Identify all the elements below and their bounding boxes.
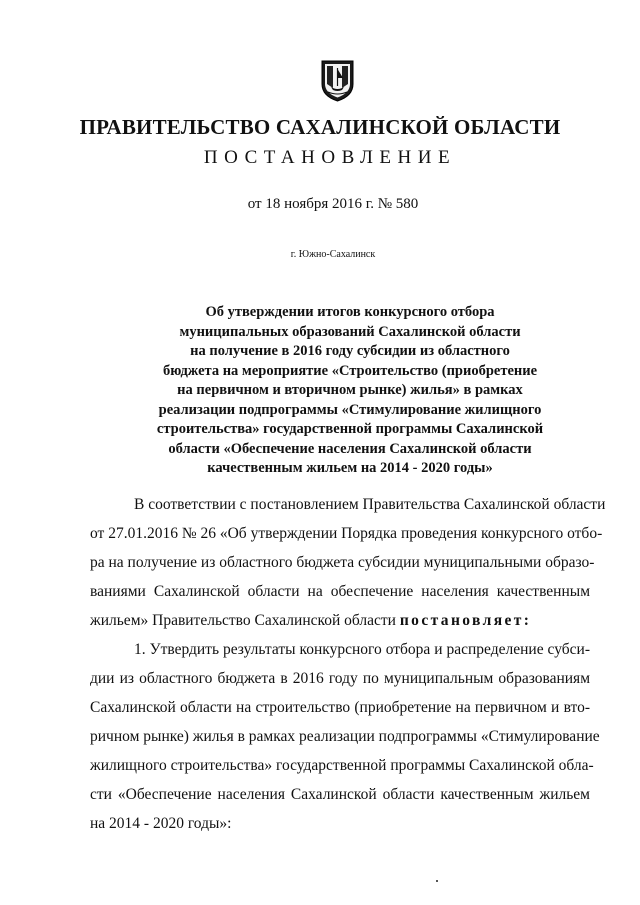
document-date-number: от 18 ноября 2016 г. № 580 [247,196,419,212]
title-line: муниципальных образований Сахалинской области [179,323,521,340]
text-line: жилищного строительства» государственной программы Сахалинской обла- [90,757,594,774]
text-line [90,606,590,635]
scan-speck [436,880,438,882]
text-line: Сахалинской области на строительство (приобретение на первичном и вто- [90,699,590,716]
document-title [120,303,580,479]
decree-word: постановляет: [399,612,532,629]
title-line: качественным жильем на 2014 - 2020 годы» [207,460,493,476]
document-type: ПОСТАНОВЛЕНИЕ [203,147,457,168]
item-1-paragraph [90,635,600,838]
document-city: г. Южно-Сахалинск [290,249,376,260]
text-line: ра на получение из областного бюджета субсидии муниципальными образо- [90,554,595,571]
text-line: ваниями Сахалинской области на обеспечение населения качественным [90,583,590,600]
text-line: В соответствии с постановлением Правительства Сахалинской области [134,496,606,513]
text-line: ричном рынке) жилья в рамках реализации подпрограммы «Стимулирование [90,728,600,745]
title-line: бюджета на мероприятие «Строительство (приобретение [162,362,538,379]
text-line: сти «Обеспечение населения Сахалинской области качественным жильем [90,786,590,803]
title-line: на получение в 2016 году субсидии из областного [190,343,510,359]
text-line: 1. Утвердить результаты конкурсного отбора и распределение субси- [134,641,590,658]
text-line: от 27.01.2016 № 26 «Об утверждении Порядка проведения конкурсного отбо- [90,525,603,542]
document-body [90,490,606,838]
title-line: строительства» государственной программы Сахалинской [156,421,544,437]
coat-of-arms-icon [321,60,354,102]
text-line: на 2014 - 2020 годы»: [90,815,232,832]
title-line: Об утверждении итогов конкурсного отбора [205,304,495,320]
preamble-paragraph [90,490,606,635]
text-line-part: жильем» Правительство Сахалинской области [90,612,396,629]
title-line: на первичном и вторичном рынке) жилья» в рамках [177,382,523,398]
title-line: реализации подпрограммы «Стимулирование жилищного [158,401,542,418]
text-line: дии из областного бюджета в 2016 году по муниципальным образованиям [90,670,590,687]
title-line: области «Обеспечение населения Сахалинской области [168,440,532,457]
government-name: ПРАВИТЕЛЬСТВО САХАЛИНСКОЙ ОБЛАСТИ [79,115,561,139]
